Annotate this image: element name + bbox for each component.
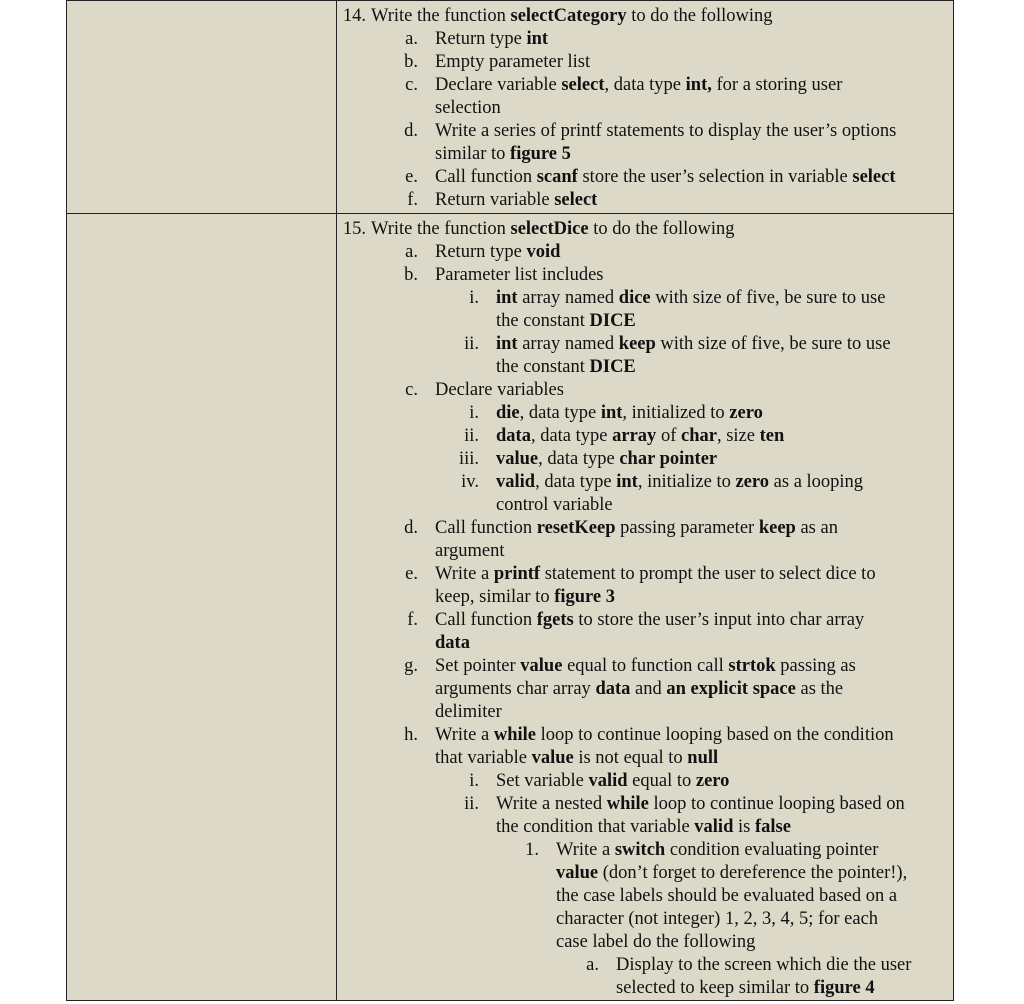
outline-label: ii. [464,334,479,354]
outline-line [337,839,953,862]
bold-term: select [561,75,605,95]
bold-term: die [496,403,520,423]
text-run: Return type [435,242,527,262]
bold-term: data [496,426,531,446]
bold-term: int [496,334,518,354]
outline-text [496,471,863,494]
outline-text [496,448,717,471]
text-run: selected to keep similar to [616,978,814,998]
text-run: character (not integer) 1, 2, 3, 4, 5; for each [556,909,879,929]
outline-text [435,517,838,540]
bold-term: data [595,679,631,699]
bold-term: figure 4 [813,978,875,998]
outline-text [496,356,636,379]
text-run: , data type [535,472,617,492]
text-run: Set variable [496,771,589,791]
outline-line [337,471,953,494]
text-run: control variable [496,495,613,515]
text-run: the condition that variable [496,817,695,837]
outline-line [337,143,953,166]
outline-label: e. [405,564,418,584]
text-run: Return variable [435,190,555,210]
bold-term: int [496,288,518,308]
outline-line [337,356,953,379]
text-run: as a looping [769,472,864,492]
outline-line [337,816,953,839]
bold-term: null [687,748,719,768]
text-run: the constant [496,311,590,331]
bold-term: DICE [589,311,636,331]
text-run: Declare variable [435,75,562,95]
outline-line [337,494,953,517]
bold-term: DICE [589,357,636,377]
text-run: the constant [496,357,590,377]
outline-text [371,5,773,28]
outline-line [337,885,953,908]
outline-label: ii. [464,794,479,814]
outline-line [337,28,953,51]
text-run: case label do the following [556,932,756,952]
text-run: array named [517,288,619,308]
outline-text [556,839,878,862]
outline-text [496,425,784,448]
outline-line [337,586,953,609]
outline-line [337,333,953,356]
bold-term: int, [685,75,712,95]
bold-term: strtok [728,656,776,676]
text-run: delimiter [435,702,502,722]
outline-text [496,310,636,333]
bold-term: valid [694,817,734,837]
text-run: arguments char array [435,679,596,699]
text-run: passing as [775,656,856,676]
outline-text [435,655,856,678]
outline-line [337,5,953,28]
text-run: loop to continue looping based on [648,794,905,814]
bold-term: zero [729,403,763,423]
text-run: the case labels should be evaluated based on a [556,886,898,906]
outline-text [435,747,718,770]
outline-label: i. [469,771,479,791]
text-run: Call function [435,610,537,630]
bold-term: while [606,794,649,814]
bold-term: value [496,449,539,469]
text-run: and [630,679,667,699]
bold-term: char [680,426,717,446]
text-run: equal to [627,771,696,791]
text-run: selection [435,98,501,118]
bold-term: value [531,748,574,768]
outline-label: f. [407,610,418,630]
outline-text [435,632,470,655]
text-run: condition evaluating pointer [665,840,879,860]
outline-label: i. [469,403,479,423]
outline-text [435,264,604,287]
outline-label: b. [404,52,418,72]
bold-term: selectCategory [510,6,627,26]
outline-line [337,310,953,333]
outline-label: a. [405,29,418,49]
instruction-table [66,0,954,1001]
outline-label: h. [404,725,418,745]
outline-text [435,143,571,166]
outline-line [337,540,953,563]
outline-line [337,609,953,632]
text-run: Write the function [371,6,511,26]
bold-term: int [600,403,623,423]
text-run: , data type [604,75,686,95]
text-run: Write a [556,840,615,860]
bold-term: char pointer [619,449,718,469]
text-run: Write a [435,564,494,584]
outline-line [337,747,953,770]
bold-term: keep [618,334,656,354]
text-run: keep, similar to [435,587,555,607]
text-run: that variable [435,748,532,768]
outline-line [337,120,953,143]
bold-term: select [554,190,598,210]
text-run: (don’t forget to dereference the pointer!), [598,863,908,883]
outline-text [556,908,878,931]
bold-term: int [616,472,638,492]
outline-line [337,908,953,931]
text-run: , initialized to [622,403,730,423]
text-run: passing parameter [615,518,759,538]
text-run: Write a series of printf statements to display the user’s options [435,121,897,141]
text-run: as the [795,679,844,699]
bold-term: figure 3 [554,587,616,607]
outline-line [337,218,953,241]
outline-text [435,701,502,724]
bold-term: select [852,167,896,187]
text-run: Empty parameter list [435,52,591,72]
outline-label: i. [469,288,479,308]
text-run: loop to continue looping based on the condition [535,725,894,745]
item-cell [337,1,954,214]
text-run: , data type [538,449,620,469]
outline-text [435,51,590,74]
bold-term: keep [758,518,796,538]
text-run: is [733,817,755,837]
bold-term: dice [618,288,651,308]
left-empty-cell [67,1,337,214]
text-run: is not equal to [573,748,688,768]
outline-text [435,120,896,143]
outline-line [337,678,953,701]
outline-line [337,632,953,655]
outline-line [337,189,953,212]
bold-term: data [435,633,470,653]
outline-text [616,977,875,1000]
outline-line [337,448,953,471]
text-run: store the user’s selection in variable [577,167,853,187]
bold-term: selectDice [510,219,589,239]
text-run: Set pointer [435,656,521,676]
outline-text [435,241,560,264]
outline-text [496,402,763,425]
outline-text [496,494,613,517]
text-run: equal to function call [562,656,729,676]
outline-label: e. [405,167,418,187]
text-run: argument [435,541,505,561]
bold-term: ten [759,426,785,446]
bold-term: figure 5 [510,144,571,164]
outline-label: iii. [458,449,479,469]
text-run: with size of five, be sure to use [650,288,886,308]
outline-line [337,166,953,189]
outline-label: iv. [461,472,479,492]
outline-text [496,816,791,839]
bold-term: valid [496,472,536,492]
text-run: Declare variables [435,380,564,400]
text-run: Parameter list includes [435,265,604,285]
outline-line [337,862,953,885]
text-run: array named [517,334,619,354]
outline-label: f. [407,190,418,210]
text-run: Return type [435,29,527,49]
outline-line [337,931,953,954]
outline-text [616,954,911,977]
bold-term: value [556,863,599,883]
text-run: similar to [435,144,511,164]
text-run: to store the user’s input into char array [573,610,865,630]
outline-label: 15. [342,219,366,239]
text-run: Display to the screen which die the user [616,955,912,975]
outline-line [337,241,953,264]
bold-term: value [520,656,563,676]
outline-line [337,655,953,678]
outline-line [337,51,953,74]
text-run: Write the function [371,219,511,239]
text-run: Write a [435,725,494,745]
text-run: to do the following [588,219,735,239]
outline-text [496,333,891,356]
outline-text [435,97,501,120]
text-run: for a storing user [711,75,843,95]
text-run: as an [795,518,838,538]
outline-label: 14. [342,6,366,26]
bold-term: valid [588,771,628,791]
outline-line [337,724,953,747]
item-14-content [337,1,953,212]
item-cell [337,214,954,1001]
outline-text [435,586,615,609]
outline-line [337,264,953,287]
outline-line [337,402,953,425]
outline-label: a. [586,955,599,975]
table-row [67,214,954,1001]
text-run: , size [716,426,760,446]
outline-line [337,954,953,977]
text-run: , data type [519,403,601,423]
bold-term: printf [493,564,541,584]
outline-label: g. [404,656,418,676]
outline-text [435,74,842,97]
outline-text [496,770,729,793]
outline-text [496,793,905,816]
outline-text [556,931,755,954]
outline-text [435,189,597,212]
bold-term: fgets [536,610,574,630]
bold-term: while [493,725,536,745]
outline-label: d. [404,518,418,538]
bold-term: zero [695,771,730,791]
outline-text [435,379,564,402]
outline-line [337,287,953,310]
text-run: to do the following [626,6,773,26]
outline-line [337,379,953,402]
bold-term: resetKeep [536,518,616,538]
text-run: , initialize to [637,472,736,492]
text-run: Call function [435,518,537,538]
outline-label: c. [405,380,418,400]
outline-line [337,977,953,1000]
text-run: statement to prompt the user to select dice to [540,564,876,584]
outline-text [435,540,505,563]
table-row [67,1,954,214]
text-run: Write a nested [496,794,607,814]
text-run: , data type [530,426,613,446]
outline-line [337,770,953,793]
bold-term: int [526,29,549,49]
text-run: of [656,426,681,446]
outline-text [435,563,876,586]
outline-line [337,563,953,586]
outline-text [371,218,735,241]
outline-text [496,287,885,310]
item-15-content [337,214,953,1000]
outline-label: b. [404,265,418,285]
outline-label: ii. [464,426,479,446]
outline-text [556,862,907,885]
bold-term: void [526,242,561,262]
bold-term: false [754,817,791,837]
outline-text [435,724,894,747]
bold-term: zero [735,472,770,492]
outline-text [435,28,548,51]
outline-line [337,793,953,816]
left-empty-cell [67,214,337,1001]
bold-term: switch [614,840,666,860]
outline-line [337,517,953,540]
outline-label: d. [404,121,418,141]
outline-text [435,678,843,701]
bold-term: scanf [536,167,578,187]
bold-term: an explicit space [666,679,796,699]
outline-line [337,74,953,97]
text-run: with size of five, be sure to use [655,334,891,354]
text-run: Call function [435,167,537,187]
outline-label: a. [405,242,418,262]
outline-text [556,885,897,908]
outline-line [337,425,953,448]
outline-label: 1. [525,840,539,860]
outline-text [435,166,896,189]
outline-line [337,97,953,120]
outline-label: c. [405,75,418,95]
bold-term: array [612,426,657,446]
outline-line [337,701,953,724]
outline-text [435,609,864,632]
